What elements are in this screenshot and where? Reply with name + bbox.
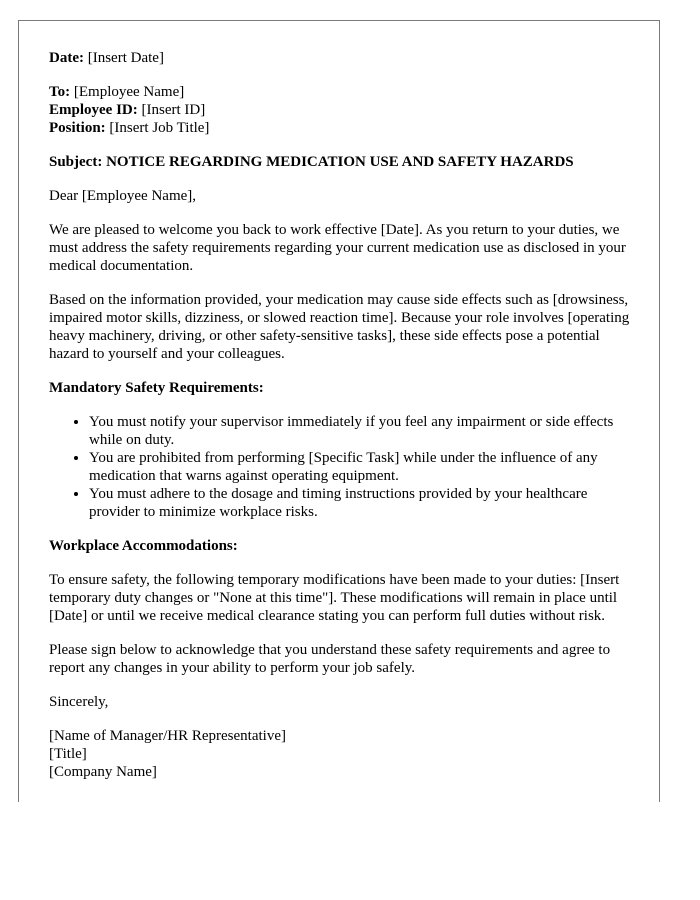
list-item: • You must notify your supervisor immediately if you feel any impairment or side effects while on duty. — [89, 413, 639, 449]
employee-id-label: Employee ID: — [49, 102, 138, 118]
signer-name: [Name of Manager/HR Representative] — [49, 728, 286, 744]
date-value: [Insert Date] — [87, 50, 164, 66]
employee-id-line — [49, 101, 639, 119]
employee-id-value: [Insert ID] — [141, 102, 206, 118]
position-label: Position: — [49, 120, 106, 136]
list-item: • You are prohibited from performing [Specific Task] while under the influence of any medication that warns against operating equipment. — [89, 449, 639, 485]
accommodations-heading: Workplace Accommodations: — [49, 538, 238, 554]
acknowledgement-paragraph: Please sign below to acknowledge that you understand these safety requirements and agree to report any changes in your ability to perform your job safely. — [49, 642, 611, 676]
paragraph-return: We are pleased to welcome you back to work effective [Date]. As you return to your duties, we must address the safety requirements regarding your current medication use as disclosed in your medical documentation. — [49, 222, 626, 274]
position-value: [Insert Job Title] — [109, 120, 210, 136]
greeting: Dear [Employee Name], — [49, 188, 197, 204]
company-name: [Company Name] — [49, 764, 157, 780]
position-line — [49, 119, 639, 137]
signature-block — [49, 727, 639, 781]
paragraph-side-effects: Based on the information provided, your medication may cause side effects such as [drowsiness, impaired motor skills, dizziness, or slowed reaction time]. Because your role involves [operating heavy machinery, driving, or other safety-sensitive tasks], these side effects pose a potential hazard to yourself and your colleagues. — [49, 292, 630, 362]
to-label: To: — [49, 84, 71, 100]
accommodations-paragraph: To ensure safety, the following temporary modifications have been made to your duties: [Insert temporary duty changes or "None at this time"]. These modifications will remain in place until [Date] or until we receive medical clearance stating you can perform full duties without risk. — [49, 572, 620, 624]
to-value: [Employee Name] — [73, 84, 185, 100]
requirements-heading: Mandatory Safety Requirements: — [49, 380, 264, 396]
closing-salutation: Sincerely, — [49, 694, 109, 710]
to-line — [49, 83, 639, 101]
list-item: • You must adhere to the dosage and timing instructions provided by your healthcare provider to minimize workplace risks. — [89, 485, 639, 521]
subject-line: Subject: NOTICE REGARDING MEDICATION USE AND SAFETY HAZARDS — [49, 154, 574, 170]
letter-body — [49, 49, 639, 781]
signer-title: [Title] — [49, 746, 87, 762]
recipient-block — [49, 83, 639, 137]
letter-page — [18, 20, 660, 802]
date-label: Date: — [49, 50, 84, 66]
date-line — [49, 49, 639, 67]
requirements-list — [49, 413, 639, 521]
